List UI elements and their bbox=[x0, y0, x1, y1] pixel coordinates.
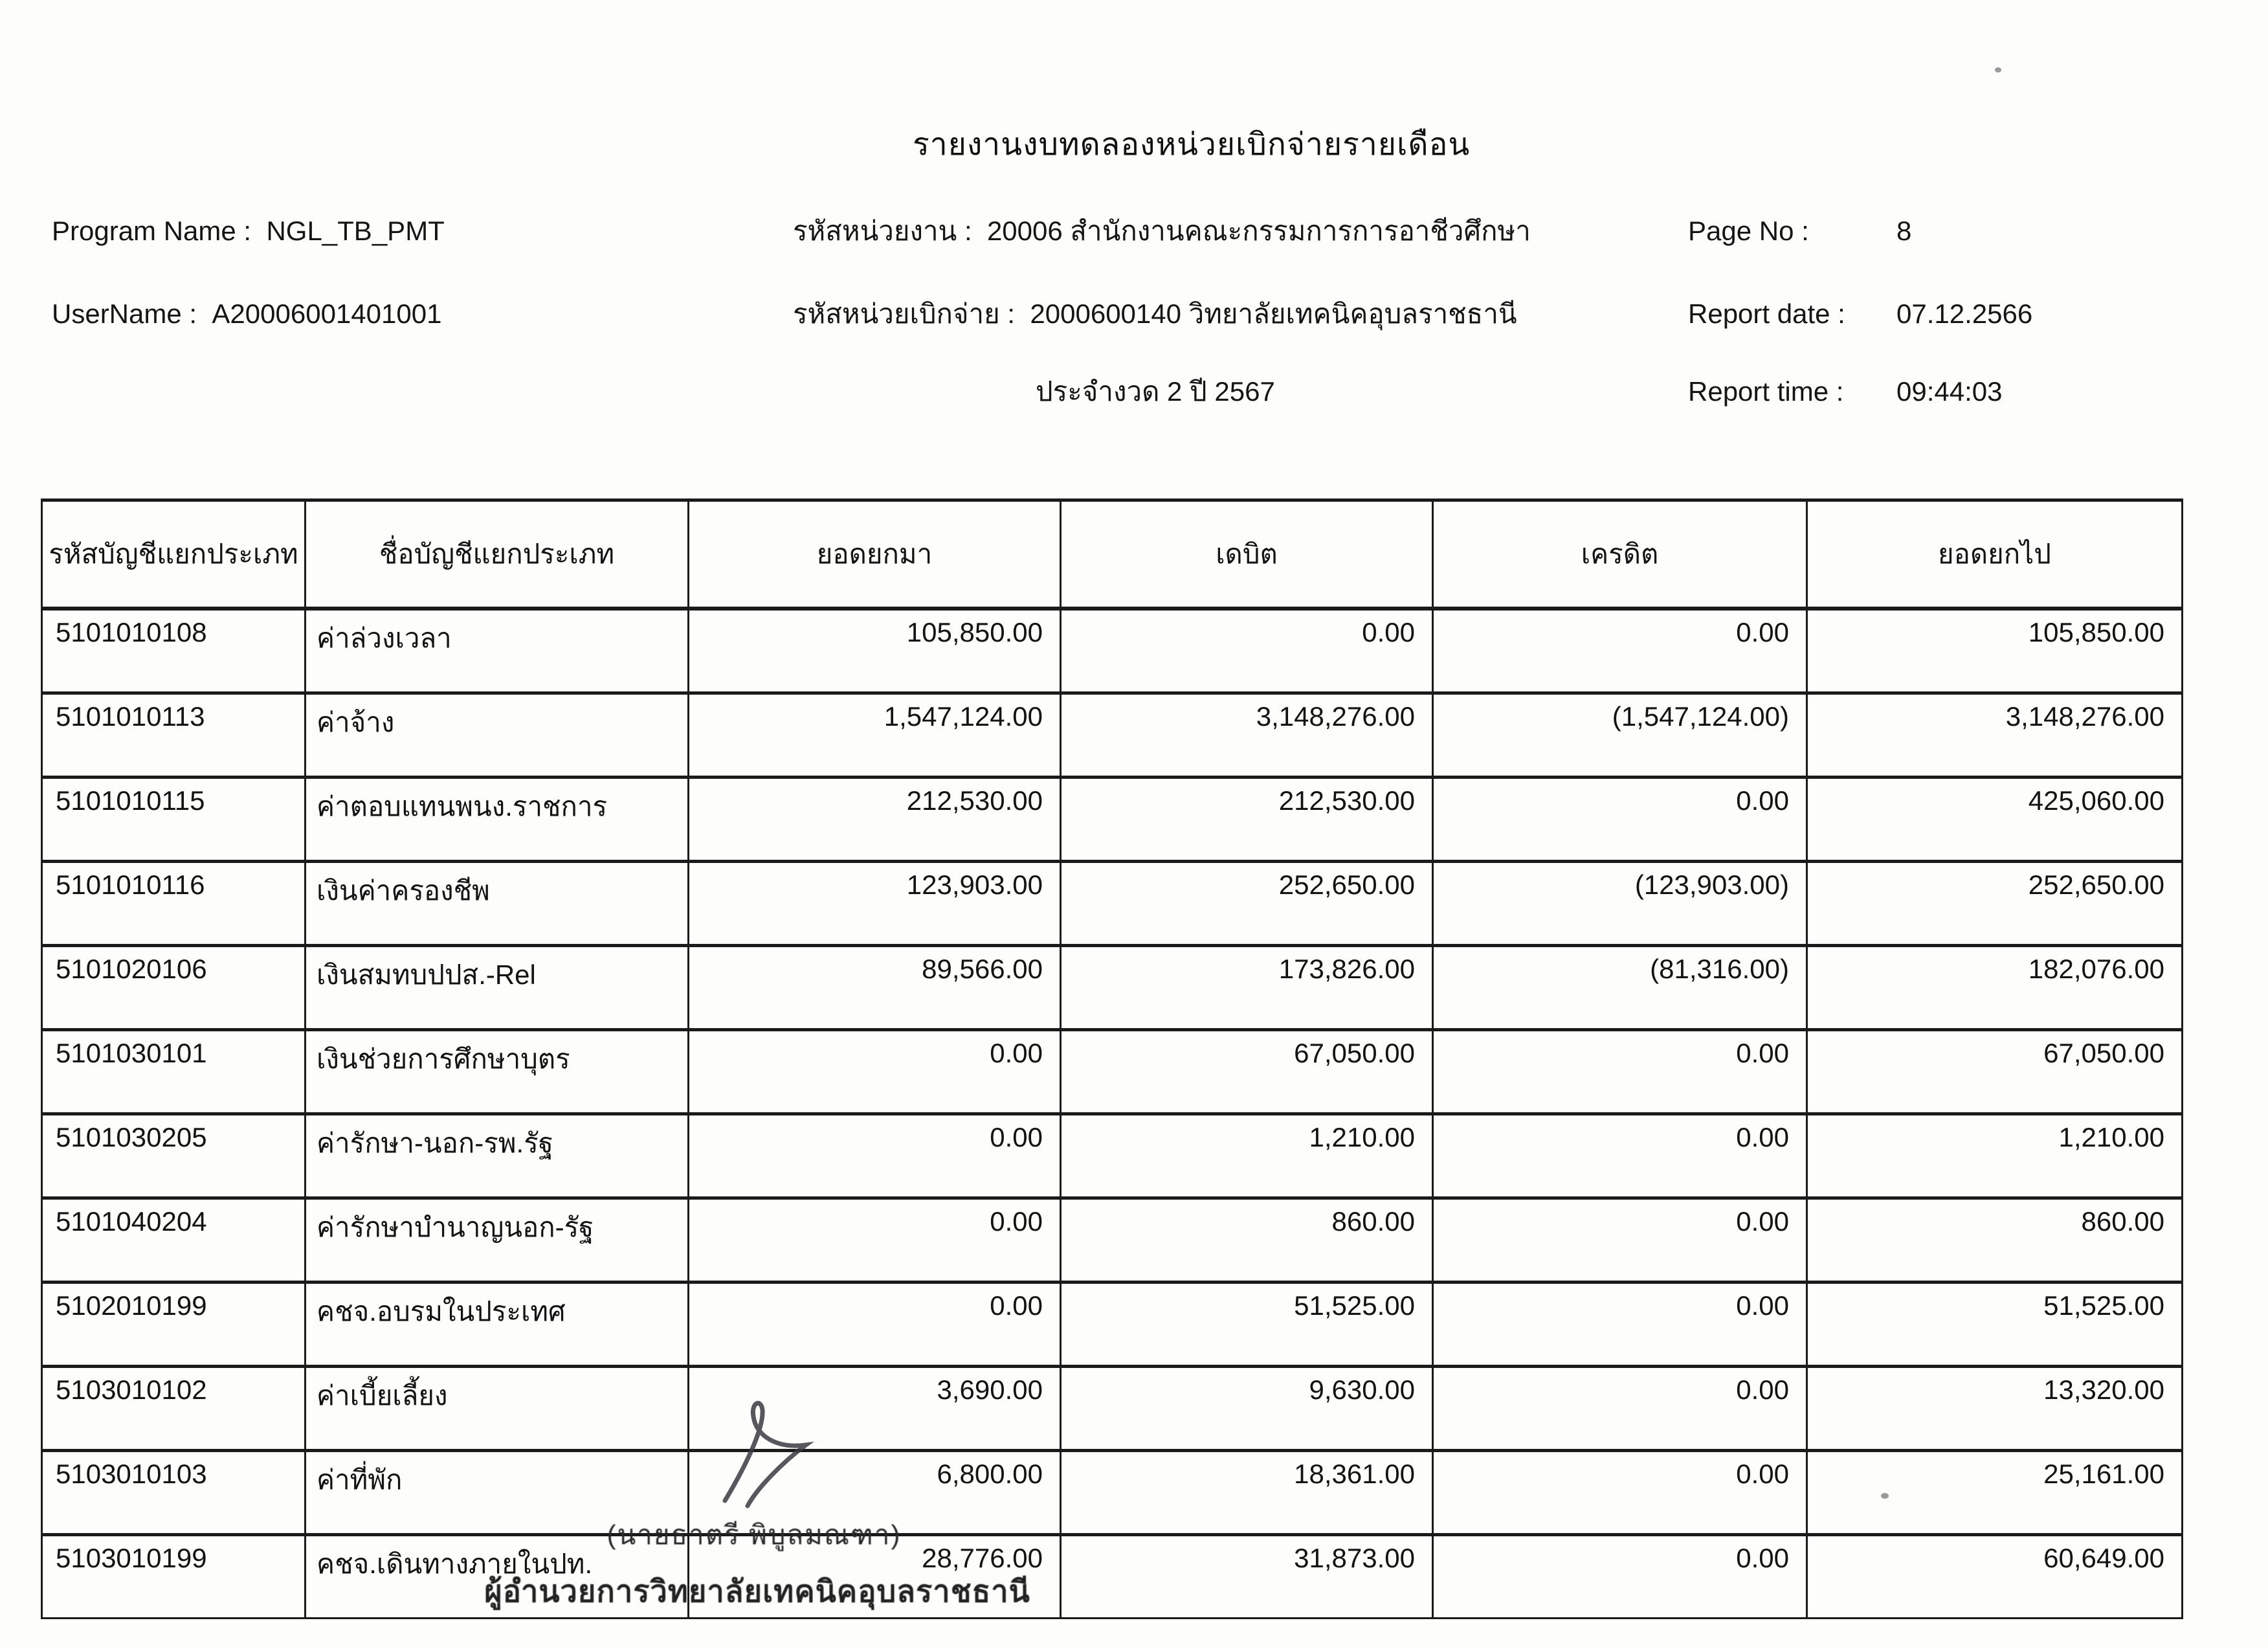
account-name: ค่ารักษาบำนาญนอก-รัฐ bbox=[306, 1198, 689, 1283]
account-code: 5101020106 bbox=[42, 946, 306, 1030]
table-row bbox=[42, 946, 2183, 1030]
credit-amount: 0.00 bbox=[1433, 1114, 1807, 1198]
credit-amount: 0.00 bbox=[1433, 778, 1807, 862]
page-no-line bbox=[1688, 214, 1809, 249]
account-name: ค่าเบี้ยเลี้ยง bbox=[306, 1367, 689, 1451]
table-row bbox=[42, 1198, 2183, 1283]
handwritten-signature bbox=[686, 1391, 880, 1520]
carried-forward-amount: 182,076.00 bbox=[1807, 946, 2183, 1030]
credit-amount: 0.00 bbox=[1433, 1451, 1807, 1535]
carried-forward-amount: 51,525.00 bbox=[1807, 1283, 2183, 1367]
carried-forward-amount: 860.00 bbox=[1807, 1198, 2183, 1283]
carried-forward-amount: 425,060.00 bbox=[1807, 778, 2183, 862]
disb-unit-value: 2000600140 วิทยาลัยเทคนิคอุบลราชธานี bbox=[1030, 298, 1517, 329]
brought-forward-amount: 28,776.00 bbox=[689, 1535, 1061, 1619]
program-name-label: Program Name : bbox=[52, 216, 252, 246]
brought-forward-amount: 1,547,124.00 bbox=[689, 693, 1061, 778]
col-header-account-code: รหัสบัญชีแยกประเภท bbox=[42, 500, 306, 609]
table-header-row bbox=[42, 500, 2183, 609]
credit-amount: 0.00 bbox=[1433, 1535, 1807, 1619]
credit-amount: (123,903.00) bbox=[1433, 862, 1807, 946]
page-no-label: Page No : bbox=[1688, 216, 1809, 246]
scan-speck bbox=[1995, 67, 2001, 73]
table-row bbox=[42, 1114, 2183, 1198]
account-code: 5101010108 bbox=[42, 609, 306, 693]
account-code: 5102010199 bbox=[42, 1283, 306, 1367]
username-line bbox=[52, 297, 441, 332]
carried-forward-amount: 105,850.00 bbox=[1807, 609, 2183, 693]
carried-forward-amount: 25,161.00 bbox=[1807, 1451, 2183, 1535]
account-name: ค่าจ้าง bbox=[306, 693, 689, 778]
credit-amount: 0.00 bbox=[1433, 1198, 1807, 1283]
report-time-line bbox=[1688, 374, 1843, 410]
report-date-label: Report date : bbox=[1688, 298, 1845, 329]
carried-forward-amount: 60,649.00 bbox=[1807, 1535, 2183, 1619]
program-name-line bbox=[52, 214, 445, 249]
org-code-value: 20006 สำนักงานคณะกรรมการการอาชีวศึกษา bbox=[986, 216, 1531, 246]
debit-amount: 252,650.00 bbox=[1061, 862, 1433, 946]
table-row bbox=[42, 693, 2183, 778]
credit-amount: 0.00 bbox=[1433, 1030, 1807, 1114]
carried-forward-amount: 252,650.00 bbox=[1807, 862, 2183, 946]
account-code: 5101010113 bbox=[42, 693, 306, 778]
debit-amount: 3,148,276.00 bbox=[1061, 693, 1433, 778]
username-value: A20006001401001 bbox=[212, 298, 442, 329]
table-row bbox=[42, 1367, 2183, 1451]
account-code: 5101030205 bbox=[42, 1114, 306, 1198]
report-time-label: Report time : bbox=[1688, 376, 1844, 407]
debit-amount: 9,630.00 bbox=[1061, 1367, 1433, 1451]
account-code: 5103010102 bbox=[42, 1367, 306, 1451]
debit-amount: 51,525.00 bbox=[1061, 1283, 1433, 1367]
credit-amount: 0.00 bbox=[1433, 1283, 1807, 1367]
account-code: 5103010103 bbox=[42, 1451, 306, 1535]
scan-speck bbox=[1881, 1493, 1889, 1499]
col-header-carried-forward: ยอดยกไป bbox=[1807, 500, 2183, 609]
table-row bbox=[42, 609, 2183, 693]
credit-amount: (1,547,124.00) bbox=[1433, 693, 1807, 778]
table-row bbox=[42, 862, 2183, 946]
credit-amount: 0.00 bbox=[1433, 609, 1807, 693]
account-name: เงินค่าครองชีพ bbox=[306, 862, 689, 946]
table-row bbox=[42, 1451, 2183, 1535]
col-header-account-name: ชื่อบัญชีแยกประเภท bbox=[306, 500, 689, 609]
account-name: เงินช่วยการศึกษาบุตร bbox=[306, 1030, 689, 1114]
carried-forward-amount: 67,050.00 bbox=[1807, 1030, 2183, 1114]
debit-amount: 67,050.00 bbox=[1061, 1030, 1433, 1114]
carried-forward-amount: 1,210.00 bbox=[1807, 1114, 2183, 1198]
page-no-value: 8 bbox=[1896, 216, 1912, 246]
brought-forward-amount: 0.00 bbox=[689, 1198, 1061, 1283]
credit-amount: 0.00 bbox=[1433, 1367, 1807, 1451]
account-name: ค่ารักษา-นอก-รพ.รัฐ bbox=[306, 1114, 689, 1198]
account-name: ค่าตอบแทนพนง.ราชการ bbox=[306, 778, 689, 862]
org-code-line bbox=[793, 214, 1531, 249]
program-name-value: NGL_TB_PMT bbox=[266, 216, 445, 246]
account-code: 5101010115 bbox=[42, 778, 306, 862]
trial-balance-table bbox=[41, 499, 2183, 1619]
org-code-label: รหัสหน่วยงาน : bbox=[793, 216, 972, 246]
debit-amount: 173,826.00 bbox=[1061, 946, 1433, 1030]
carried-forward-amount: 13,320.00 bbox=[1807, 1367, 2183, 1451]
credit-amount: (81,316.00) bbox=[1433, 946, 1807, 1030]
account-code: 5103010199 bbox=[42, 1535, 306, 1619]
brought-forward-amount: 6,800.00 bbox=[689, 1451, 1061, 1535]
brought-forward-amount: 0.00 bbox=[689, 1114, 1061, 1198]
debit-amount: 212,530.00 bbox=[1061, 778, 1433, 862]
col-header-debit: เดบิต bbox=[1061, 500, 1433, 609]
disb-unit-line bbox=[793, 297, 1517, 332]
brought-forward-amount: 0.00 bbox=[689, 1283, 1061, 1367]
report-date-line bbox=[1688, 297, 1845, 332]
brought-forward-amount: 105,850.00 bbox=[689, 609, 1061, 693]
debit-amount: 0.00 bbox=[1061, 609, 1433, 693]
debit-amount: 1,210.00 bbox=[1061, 1114, 1433, 1198]
period-line bbox=[1036, 374, 1275, 410]
report-title: รายงานงบทดลองหน่วยเบิกจ่ายรายเดือน bbox=[913, 128, 1471, 162]
period-value: ประจำงวด 2 ปี 2567 bbox=[1036, 376, 1275, 407]
account-name: ค่าล่วงเวลา bbox=[306, 609, 689, 693]
table-row bbox=[42, 1283, 2183, 1367]
account-name: คชจ.เดินทางภายในปท. bbox=[306, 1535, 689, 1619]
account-code: 5101010116 bbox=[42, 862, 306, 946]
brought-forward-amount: 0.00 bbox=[689, 1030, 1061, 1114]
brought-forward-amount: 89,566.00 bbox=[689, 946, 1061, 1030]
report-time-value: 09:44:03 bbox=[1896, 376, 2003, 407]
signer-title: ผู้อำนวยการวิทยาลัยเทคนิคอุบลราชธานี bbox=[484, 1574, 1030, 1608]
account-name: ค่าที่พัก bbox=[306, 1451, 689, 1535]
brought-forward-amount: 3,690.00 bbox=[689, 1367, 1061, 1451]
debit-amount: 860.00 bbox=[1061, 1198, 1433, 1283]
signer-name: (นายธาตรี พิบูลมณฑา) bbox=[606, 1519, 902, 1550]
table-row bbox=[42, 1535, 2183, 1619]
account-code: 5101030101 bbox=[42, 1030, 306, 1114]
account-name: คชจ.อบรมในประเทศ bbox=[306, 1283, 689, 1367]
debit-amount: 31,873.00 bbox=[1061, 1535, 1433, 1619]
account-code: 5101040204 bbox=[42, 1198, 306, 1283]
table-row bbox=[42, 778, 2183, 862]
carried-forward-amount: 3,148,276.00 bbox=[1807, 693, 2183, 778]
brought-forward-amount: 212,530.00 bbox=[689, 778, 1061, 862]
username-label: UserName : bbox=[52, 298, 197, 329]
disb-unit-label: รหัสหน่วยเบิกจ่าย : bbox=[793, 298, 1016, 329]
debit-amount: 18,361.00 bbox=[1061, 1451, 1433, 1535]
account-name: เงินสมทบปปส.-Rel bbox=[306, 946, 689, 1030]
brought-forward-amount: 123,903.00 bbox=[689, 862, 1061, 946]
col-header-brought-forward: ยอดยกมา bbox=[689, 500, 1061, 609]
report-date-value: 07.12.2566 bbox=[1896, 298, 2033, 329]
col-header-credit: เครดิต bbox=[1433, 500, 1807, 609]
table-row bbox=[42, 1030, 2183, 1114]
